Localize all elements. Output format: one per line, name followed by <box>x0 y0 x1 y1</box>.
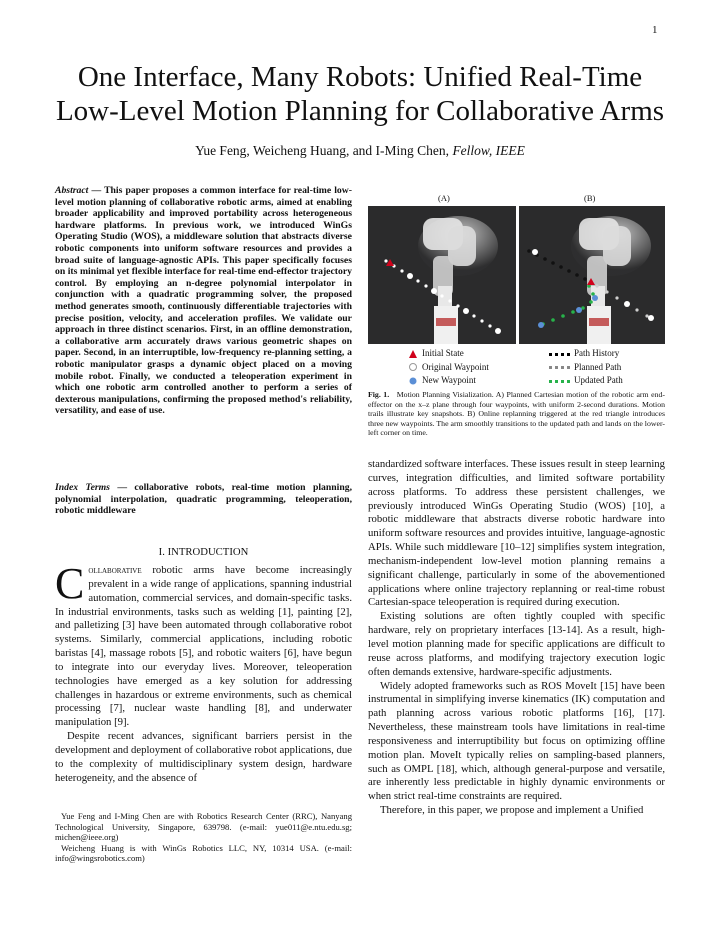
waypoint-a3 <box>463 308 469 314</box>
paper-title <box>0 60 720 128</box>
footnote-1: Yue Feng and I-Ming Chen are with Robotics Research Center (RRC), Nanyang Technological University, Singapore, 639798. (e-mail: yue011@e.ntu.edu.sg; michen@ieee.org) <box>55 811 352 843</box>
legend-new-waypoint: New Waypoint <box>408 374 528 388</box>
panel-a-label: (A) <box>438 193 450 203</box>
figure-panel-b <box>519 206 665 344</box>
legend-updated-path: Updated Path <box>548 374 666 388</box>
waypoint-b0 <box>532 249 538 255</box>
abstract-text: — This paper proposes a common interface for real-time low-level motion planning of collaborative robotic arms, aimed at enabling broader applicability and improved portability across heterogeneous hardware platforms. In previous work, we introduced WinGs Operating Studio (WOS), a middleware solution that abstracts diverse robotic components into uniform software resources and provides a broad suite of language-agnostic APIs. This paper specifically focuses on its minimal yet flexible interface for real-time end-effector trajectory control. By employing an n-degree polynomial interpolator in conjunction with a quadratic programming solver, the proposed method generates smooth, continuously differentiable trajectories with precise position, velocity, and acceleration profiles. We validate our approach in three distinct scenarios. First, in an offline demonstration, a collaborative arm accurately draws various geometric shapes on paper. Second, in an interruptible, low-frequency re-planning setting, a robotic manipulator grasps a dynamic object placed on a moving mobile robot. Finally, we conducted a teleoperation experiment in which one robotic arm controlled another to perform a series of dexterous manipulations, confirming the proposed method's reliability, versatility, and ease of use. <box>55 185 352 417</box>
authors-fellow: Fellow, IEEE <box>452 143 525 158</box>
dropcap: C <box>55 559 85 608</box>
intro-paragraph-2: Despite recent advances, significant barriers persist in the development and deployment of collaborative robot applications, due to the complexity of multidisciplinary system design, hardware heterogeneity, and the absence of <box>55 730 352 784</box>
new-waypoint-b1 <box>592 295 598 301</box>
abstract <box>55 185 352 417</box>
right-paragraph-4: Therefore, in this paper, we propose and implement a Unified <box>380 804 644 817</box>
right-paragraph-2: Existing solutions are often tightly coupled with specific hardware, rely on proprietary interfaces [13-14]. As a result, high-level motion planning made for specific applications are difficult to reuse across platforms, and modifying trajectory execution logic often demands extensive, hardware-specific adjustments. <box>368 610 665 678</box>
legend-original-waypoint: Original Waypoint <box>408 361 528 375</box>
green-dotted-line-icon <box>548 376 574 386</box>
waypoint-b-orig-2 <box>648 315 654 321</box>
panel-a-illustration <box>368 206 516 344</box>
abstract-lead: Abstract <box>55 185 89 196</box>
intro-paragraph-1 <box>55 559 352 730</box>
caption-label: Fig. 1. <box>368 390 390 399</box>
triangle-icon <box>408 349 422 359</box>
new-waypoint-b2 <box>576 307 582 313</box>
gray-dotted-line-icon <box>548 362 574 372</box>
waypoint-a1 <box>407 273 413 279</box>
footnotes <box>55 811 352 864</box>
intro-p1-text: robotic arms have become increasingly prevalent in a wide range of applications, spanning industrial automation, commercial services, and domain-specific tasks. In industrial environments, tasks such as welding [1], painting [2], and palletizing [3] have been automated through collaborative robot systems. Similarly, commercial applications, including robotic baristas [4], massage robots [5], and robotic waiters [6], have begun to integrate into our everyday lives. Moreover, teleoperation technologies have emerged as a key solution for addressing challenges in hazardous or extreme environments, such as chemical processing [7], nuclear waste handling [8], and underwater manipulation [9]. <box>55 564 352 729</box>
figure-panel-a <box>368 206 516 344</box>
right-paragraph-1: standardized software interfaces. These issues result in steep learning curves, integration difficulties, and limited software portability across platforms. To address these persistent challenges, we previously introduced WinGs Operating Studio (WOS) [10], a robotic middleware that abstracts diverse robotic hardware into uniform software resources and provides intuitive, language-agnostic APIs. While such middleware [10–12] simplifies system integration, mechanism-independent low-level motion planning remains a significant challenge, particularly in some of the abovementioned applications where online trajectory replanning or real-time robust Cartesian-space teleoperation is required during execution. <box>368 458 665 609</box>
black-dotted-line-icon <box>548 349 574 359</box>
right-column-body <box>368 458 665 818</box>
figure-caption <box>368 390 665 438</box>
intro-smallcaps: ollaborative <box>88 564 142 576</box>
title-line-2: Low-Level Motion Planning for Collaborative Arms <box>55 95 665 127</box>
intro-body <box>55 559 352 786</box>
legend-left <box>408 347 528 388</box>
new-waypoint-b3 <box>538 322 544 328</box>
legend-initial-state: Initial State <box>408 347 528 361</box>
right-paragraph-3: Widely adopted frameworks such as ROS MoveIt [15] have been instrumental in simplifying inverse kinematics (IK) computation and path planning across various robotic platforms [16], [17]. Nevertheless, these mainstream tools have limitations in real-time responsiveness and interruptibility but focus on optimizing offline motion plan. MoveIt typically relies on sampling-based planners, such as OMPL [18], which, although general-purpose and versatile, are inherently less predictable in highly dynamic environments or when strict real-time constraints are required. <box>368 679 665 803</box>
waypoint-a4 <box>495 328 501 334</box>
index-lead: Index Terms <box>55 482 110 493</box>
page-number: 1 <box>652 24 658 36</box>
section-heading: I. INTRODUCTION <box>158 546 249 558</box>
legend-path-history: Path History <box>548 347 666 361</box>
index-text: — collaborative robots, real-time motion planning, polynomial interpolation, quadratic programming, teleoperation, robotic middleware <box>55 482 352 517</box>
authors <box>0 143 720 159</box>
authors-names: Yue Feng, Weicheng Huang, and I-Ming Chen, <box>195 143 453 158</box>
blue-circle-icon <box>408 376 422 386</box>
legend-planned-path: Planned Path <box>548 361 666 375</box>
hollow-circle-icon <box>408 362 422 372</box>
waypoint-a2 <box>431 288 437 294</box>
panel-b-label: (B) <box>584 193 596 203</box>
panel-b-illustration <box>519 206 665 344</box>
waypoint-b-orig-1 <box>624 301 630 307</box>
index-terms <box>55 482 352 517</box>
caption-text: Motion Planning Visialization. A) Planned Cartesian motion of the robotic arm end-effector on the x–z plane through four waypoints, with uniform 2-second durations. Motion trails illustrate key snapshots. B) Online replanning triggered at the red triangle introduces three new waypoints. The arm smoothly transitions to the updated path and lands on the lower-left corner on time. <box>368 390 665 438</box>
footnote-2: Weicheng Huang is with WinGs Robotics LLC, NY, 10314 USA. (e-mail: info@wingsrobotics.com) <box>55 842 352 864</box>
title-line-1: One Interface, Many Robots: Unified Real-Time <box>77 61 643 93</box>
legend-right <box>548 347 666 388</box>
